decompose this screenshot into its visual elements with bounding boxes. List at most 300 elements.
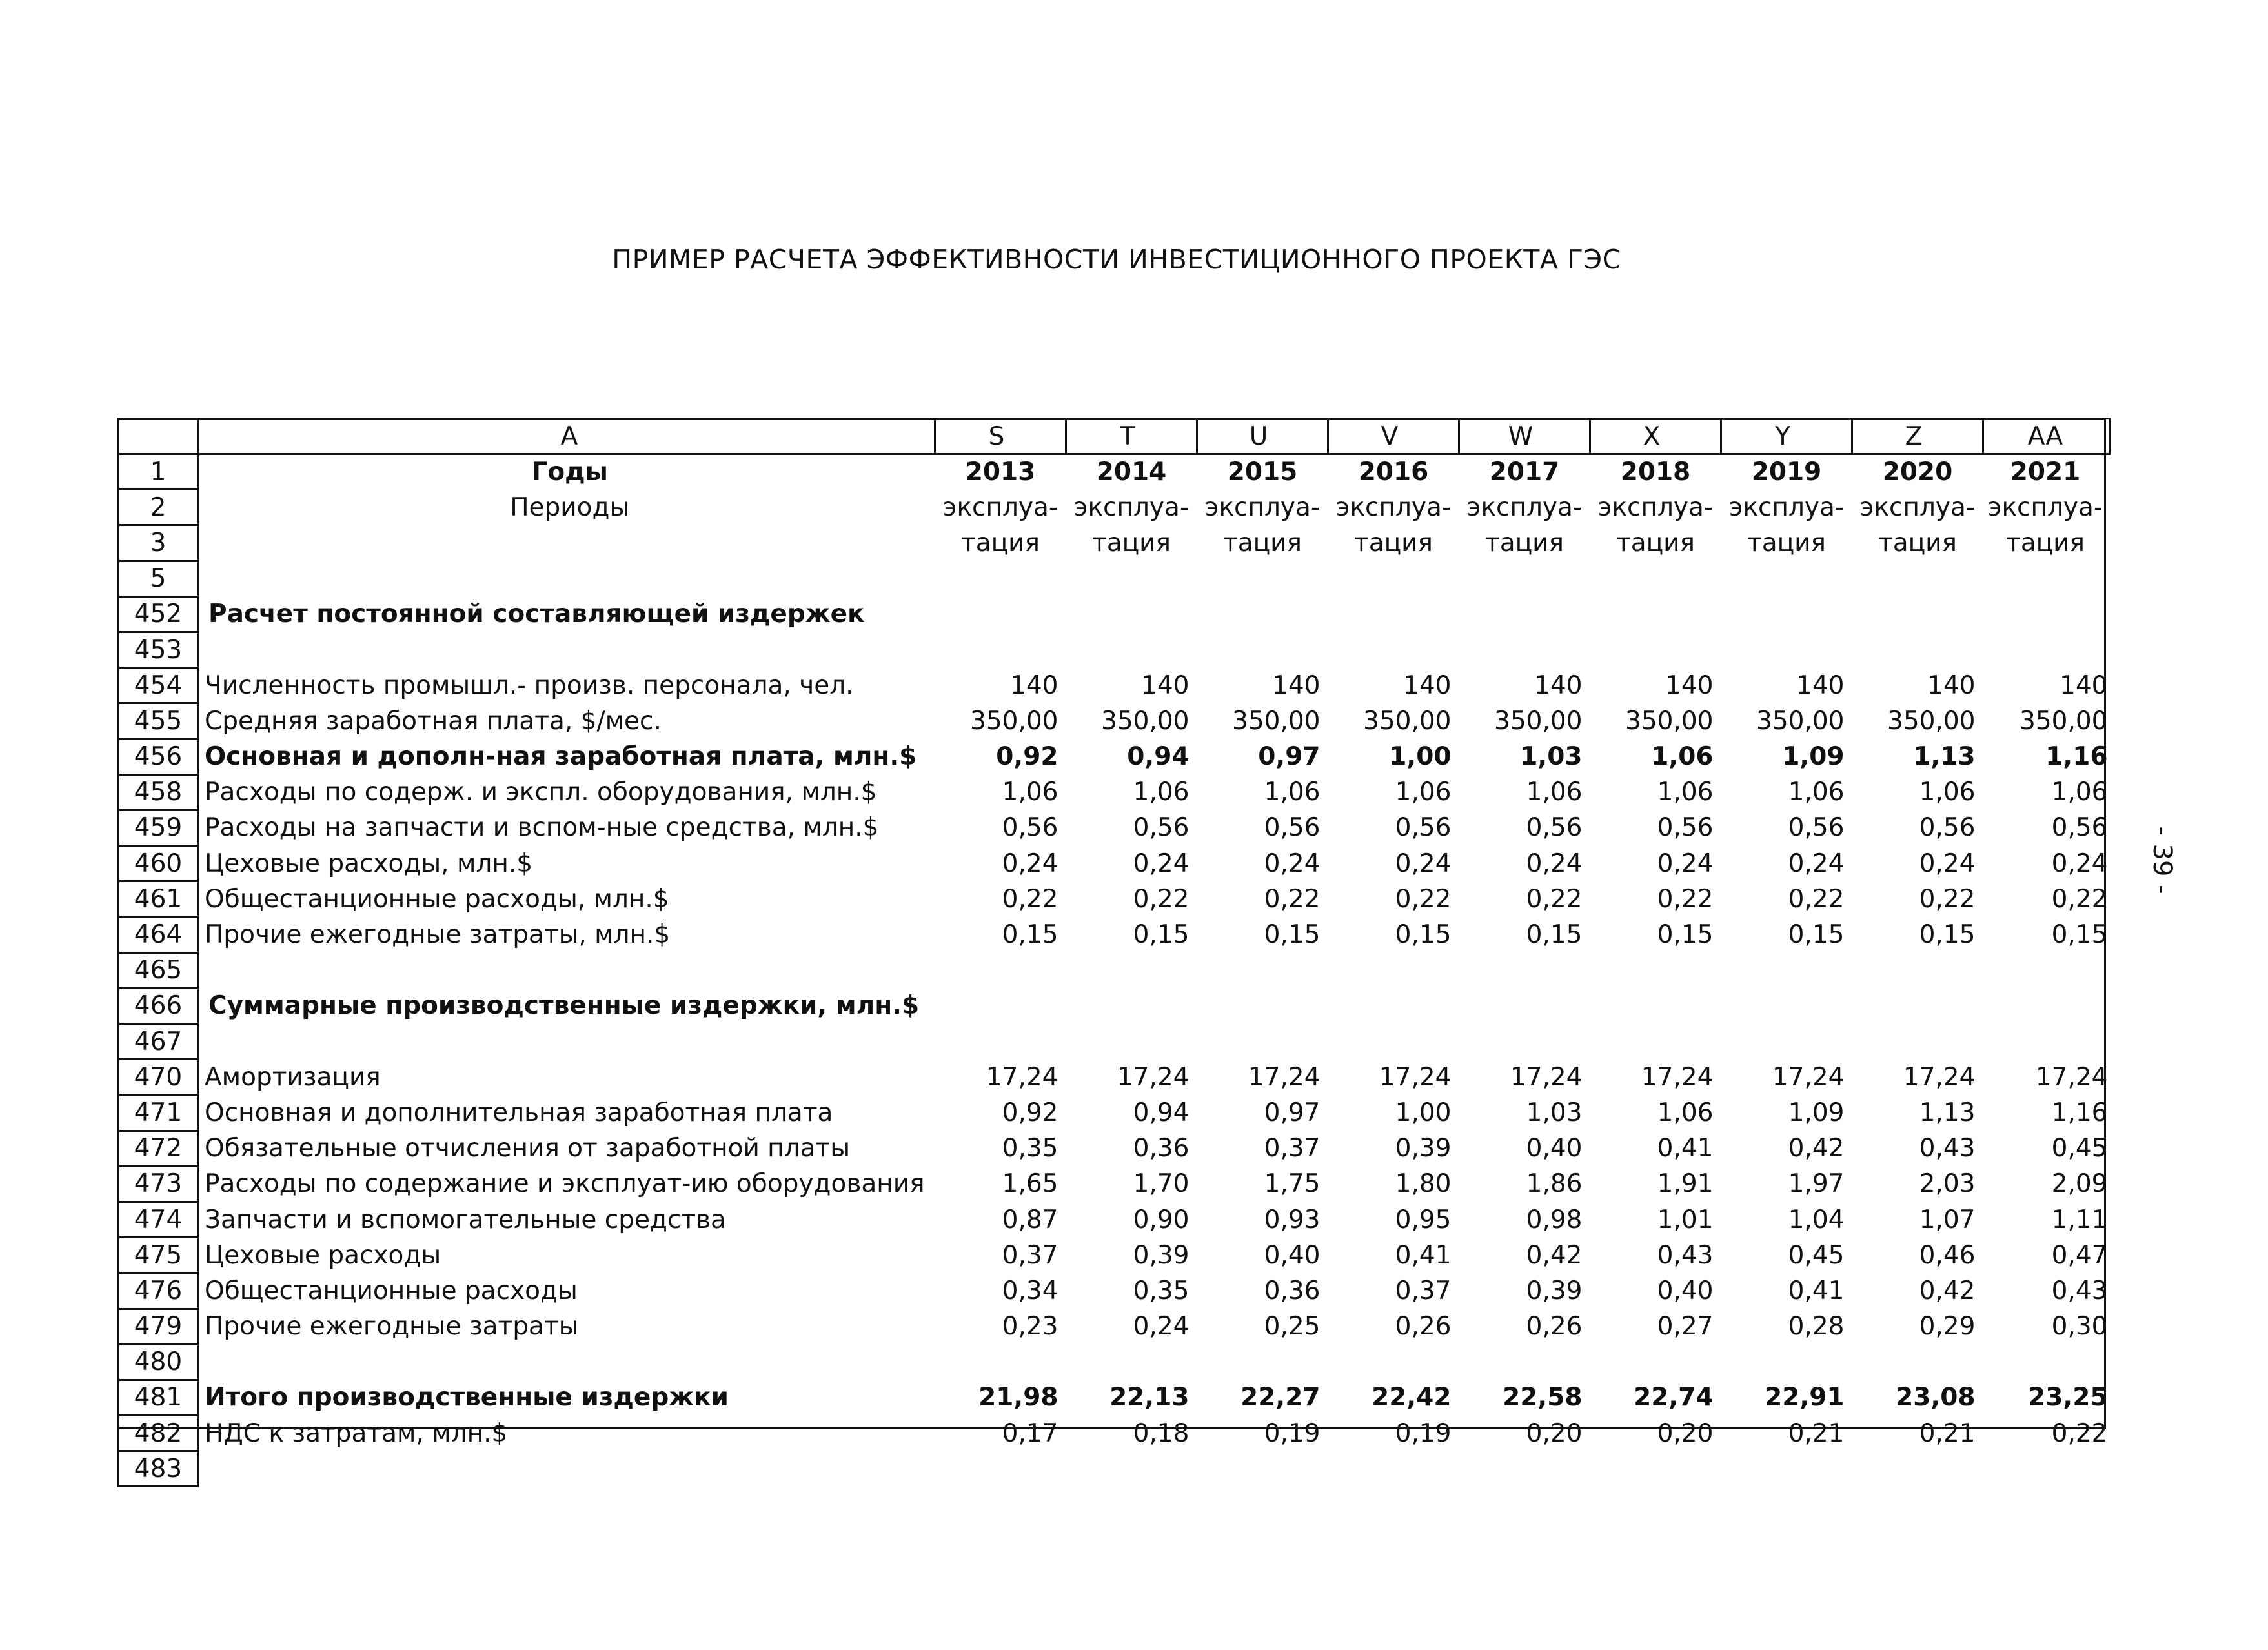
value-cell[interactable] bbox=[1721, 952, 1852, 988]
value-cell[interactable]: 0,22 bbox=[2051, 884, 2108, 914]
value-cell[interactable]: 0,22 bbox=[1002, 884, 1058, 914]
value-cell[interactable]: 0,56 bbox=[1657, 813, 1714, 843]
value-cell[interactable] bbox=[1197, 988, 1328, 1023]
value-cell[interactable]: 350,00 bbox=[1625, 706, 1714, 736]
value-cell[interactable]: тация bbox=[1223, 528, 1302, 558]
value-cell[interactable]: 0,19 bbox=[1395, 1418, 1452, 1448]
value-cell[interactable]: 140 bbox=[1927, 670, 1976, 700]
value-cell[interactable]: 23,25 bbox=[2028, 1383, 2108, 1413]
value-cell[interactable]: 350,00 bbox=[2020, 706, 2108, 736]
value-cell[interactable]: 0,15 bbox=[1526, 920, 1583, 950]
value-cell[interactable]: 0,34 bbox=[1002, 1276, 1058, 1305]
value-cell[interactable]: 1,06 bbox=[1788, 778, 1845, 807]
column-header-U[interactable]: U bbox=[1197, 419, 1328, 454]
value-cell[interactable]: 1,13 bbox=[1919, 1098, 1976, 1127]
value-cell[interactable]: 2,03 bbox=[1919, 1169, 1976, 1199]
value-cell[interactable]: 350,00 bbox=[1887, 706, 1976, 736]
value-cell[interactable] bbox=[1066, 1024, 1197, 1060]
value-cell[interactable]: 2019 bbox=[1751, 458, 1822, 487]
row-number[interactable]: 2 bbox=[118, 490, 199, 525]
value-cell[interactable] bbox=[1590, 1344, 1721, 1380]
value-cell[interactable] bbox=[1328, 596, 1459, 632]
value-cell[interactable]: 2013 bbox=[965, 458, 1036, 487]
row-label[interactable]: НДС к затратам, млн.$ bbox=[199, 1416, 935, 1451]
value-cell[interactable]: 0,22 bbox=[2051, 1418, 2108, 1448]
row-label[interactable]: Численность промышл.- произв. персонала, чел. bbox=[199, 668, 935, 703]
value-cell[interactable] bbox=[1852, 596, 1983, 632]
row-number[interactable]: 3 bbox=[118, 525, 199, 561]
value-cell[interactable] bbox=[1983, 632, 2110, 667]
value-cell[interactable]: 1,09 bbox=[1788, 1098, 1845, 1127]
value-cell[interactable]: 0,17 bbox=[1002, 1418, 1058, 1448]
column-header-AA[interactable]: AA bbox=[1983, 419, 2110, 454]
value-cell[interactable]: 0,15 bbox=[1788, 920, 1845, 950]
value-cell[interactable] bbox=[935, 1024, 1066, 1060]
value-cell[interactable] bbox=[1590, 988, 1721, 1023]
value-cell[interactable]: 1,06 bbox=[1264, 778, 1321, 807]
value-cell[interactable]: 0,27 bbox=[1657, 1312, 1714, 1342]
value-cell[interactable]: 2015 bbox=[1227, 458, 1298, 487]
value-cell[interactable]: эксплуа- bbox=[1988, 492, 2103, 522]
value-cell[interactable]: 0,24 bbox=[1919, 849, 1976, 878]
value-cell[interactable]: тация bbox=[1485, 528, 1564, 558]
row-number[interactable]: 474 bbox=[118, 1202, 199, 1237]
column-header-V[interactable]: V bbox=[1328, 419, 1459, 454]
value-cell[interactable]: 0,35 bbox=[1133, 1276, 1190, 1305]
value-cell[interactable] bbox=[1328, 1024, 1459, 1060]
value-cell[interactable]: 0,41 bbox=[1657, 1134, 1714, 1163]
value-cell[interactable]: 17,24 bbox=[1772, 1062, 1845, 1092]
row-number[interactable]: 459 bbox=[118, 810, 199, 845]
value-cell[interactable] bbox=[1459, 988, 1590, 1023]
value-cell[interactable] bbox=[935, 952, 1066, 988]
value-cell[interactable]: эксплуа- bbox=[943, 492, 1058, 522]
value-cell[interactable]: 22,42 bbox=[1372, 1383, 1452, 1413]
column-header-A[interactable]: A bbox=[199, 419, 935, 454]
value-cell[interactable]: 1,03 bbox=[1526, 1098, 1583, 1127]
column-header-Y[interactable]: Y bbox=[1721, 419, 1852, 454]
value-cell[interactable]: 0,40 bbox=[1264, 1240, 1321, 1270]
value-cell[interactable]: 140 bbox=[1272, 670, 1321, 700]
value-cell[interactable]: 0,42 bbox=[1526, 1240, 1583, 1270]
value-cell[interactable]: 0,15 bbox=[2051, 920, 2108, 950]
row-label[interactable]: Расходы по содержание и эксплуат-ию оборудования bbox=[199, 1166, 935, 1202]
value-cell[interactable]: 140 bbox=[2060, 670, 2108, 700]
value-cell[interactable]: 350,00 bbox=[1494, 706, 1583, 736]
column-header-T[interactable]: T bbox=[1066, 419, 1197, 454]
value-cell[interactable]: 1,86 bbox=[1526, 1169, 1583, 1199]
value-cell[interactable]: 0,56 bbox=[1395, 813, 1452, 843]
value-cell[interactable]: 0,15 bbox=[1002, 920, 1058, 950]
value-cell[interactable] bbox=[1066, 1451, 1197, 1487]
value-cell[interactable]: 0,15 bbox=[1919, 920, 1976, 950]
value-cell[interactable] bbox=[1459, 1451, 1590, 1487]
row-label[interactable]: Итого производственные издержки bbox=[199, 1380, 935, 1415]
value-cell[interactable]: 2,09 bbox=[2051, 1169, 2108, 1199]
value-cell[interactable]: 0,26 bbox=[1395, 1312, 1452, 1342]
value-cell[interactable]: 1,16 bbox=[2045, 742, 2108, 772]
value-cell[interactable]: 0,36 bbox=[1264, 1276, 1321, 1305]
row-number[interactable]: 476 bbox=[118, 1273, 199, 1309]
value-cell[interactable] bbox=[1983, 1451, 2110, 1487]
column-header-X[interactable]: X bbox=[1590, 419, 1721, 454]
value-cell[interactable]: 0,25 bbox=[1264, 1312, 1321, 1342]
value-cell[interactable]: 0,26 bbox=[1526, 1312, 1583, 1342]
value-cell[interactable]: 0,39 bbox=[1395, 1134, 1452, 1163]
value-cell[interactable]: 0,15 bbox=[1395, 920, 1452, 950]
row-label[interactable] bbox=[199, 1344, 935, 1380]
value-cell[interactable]: 0,24 bbox=[1788, 849, 1845, 878]
row-label[interactable]: Общестанционные расходы, млн.$ bbox=[199, 881, 935, 917]
row-label[interactable]: Расчет постоянной составляющей издержек bbox=[199, 596, 935, 632]
column-header-S[interactable]: S bbox=[935, 419, 1066, 454]
value-cell[interactable] bbox=[1197, 1024, 1328, 1060]
value-cell[interactable]: 0,56 bbox=[1526, 813, 1583, 843]
value-cell[interactable]: 140 bbox=[1534, 670, 1583, 700]
value-cell[interactable]: 0,42 bbox=[1788, 1134, 1845, 1163]
value-cell[interactable] bbox=[1852, 1024, 1983, 1060]
row-label[interactable]: Основная и дополнительная заработная плата bbox=[199, 1095, 935, 1131]
value-cell[interactable]: 1,06 bbox=[2051, 778, 2108, 807]
value-cell[interactable]: 1,06 bbox=[1526, 778, 1583, 807]
value-cell[interactable]: 2021 bbox=[2010, 458, 2081, 487]
row-number[interactable]: 471 bbox=[118, 1095, 199, 1131]
value-cell[interactable]: 1,06 bbox=[1919, 778, 1976, 807]
value-cell[interactable] bbox=[1721, 1024, 1852, 1060]
value-cell[interactable]: 1,09 bbox=[1782, 742, 1845, 772]
value-cell[interactable] bbox=[1459, 1344, 1590, 1380]
value-cell[interactable] bbox=[1852, 561, 1983, 596]
value-cell[interactable]: 0,22 bbox=[1788, 884, 1845, 914]
row-label[interactable]: Прочие ежегодные затраты bbox=[199, 1309, 935, 1344]
value-cell[interactable]: тация bbox=[1747, 528, 1826, 558]
value-cell[interactable]: 17,24 bbox=[1117, 1062, 1190, 1092]
row-number[interactable]: 453 bbox=[118, 632, 199, 667]
value-cell[interactable] bbox=[1459, 952, 1590, 988]
row-label[interactable] bbox=[199, 1451, 935, 1487]
value-cell[interactable]: 0,97 bbox=[1264, 1098, 1321, 1127]
value-cell[interactable]: 0,18 bbox=[1133, 1418, 1190, 1448]
value-cell[interactable]: 0,30 bbox=[2051, 1312, 2108, 1342]
row-number[interactable]: 470 bbox=[118, 1060, 199, 1095]
value-cell[interactable]: 2020 bbox=[1882, 458, 1953, 487]
value-cell[interactable]: 0,56 bbox=[1002, 813, 1058, 843]
value-cell[interactable]: 0,41 bbox=[1395, 1240, 1452, 1270]
row-number[interactable]: 5 bbox=[118, 561, 199, 596]
value-cell[interactable]: 22,58 bbox=[1503, 1383, 1583, 1413]
value-cell[interactable] bbox=[1721, 988, 1852, 1023]
value-cell[interactable]: 1,97 bbox=[1788, 1169, 1845, 1199]
value-cell[interactable] bbox=[1066, 561, 1197, 596]
value-cell[interactable]: 0,95 bbox=[1395, 1205, 1452, 1234]
value-cell[interactable]: 350,00 bbox=[970, 706, 1058, 736]
row-number[interactable]: 464 bbox=[118, 917, 199, 952]
value-cell[interactable]: 0,39 bbox=[1526, 1276, 1583, 1305]
value-cell[interactable] bbox=[1590, 632, 1721, 667]
row-number[interactable]: 456 bbox=[118, 739, 199, 774]
value-cell[interactable]: эксплуа- bbox=[1074, 492, 1189, 522]
row-number[interactable]: 483 bbox=[118, 1451, 199, 1487]
row-label[interactable] bbox=[199, 632, 935, 667]
value-cell[interactable]: 1,06 bbox=[1395, 778, 1452, 807]
value-cell[interactable]: 17,24 bbox=[1903, 1062, 1976, 1092]
value-cell[interactable]: эксплуа- bbox=[1205, 492, 1320, 522]
value-cell[interactable]: 0,22 bbox=[1657, 884, 1714, 914]
value-cell[interactable]: 1,91 bbox=[1657, 1169, 1714, 1199]
value-cell[interactable]: 1,80 bbox=[1395, 1169, 1452, 1199]
value-cell[interactable] bbox=[1983, 1344, 2110, 1380]
value-cell[interactable]: 0,56 bbox=[1788, 813, 1845, 843]
row-label[interactable]: Амортизация bbox=[199, 1060, 935, 1095]
value-cell[interactable] bbox=[1459, 596, 1590, 632]
value-cell[interactable]: 0,35 bbox=[1002, 1134, 1058, 1163]
value-cell[interactable]: эксплуа- bbox=[1467, 492, 1582, 522]
row-label[interactable]: Общестанционные расходы bbox=[199, 1273, 935, 1309]
value-cell[interactable] bbox=[1590, 1451, 1721, 1487]
value-cell[interactable]: 0,56 bbox=[2051, 813, 2108, 843]
value-cell[interactable] bbox=[1066, 632, 1197, 667]
value-cell[interactable] bbox=[1066, 596, 1197, 632]
value-cell[interactable] bbox=[1983, 596, 2110, 632]
value-cell[interactable]: 0,93 bbox=[1264, 1205, 1321, 1234]
value-cell[interactable] bbox=[1852, 632, 1983, 667]
value-cell[interactable]: 0,43 bbox=[1657, 1240, 1714, 1270]
value-cell[interactable] bbox=[1066, 1344, 1197, 1380]
value-cell[interactable] bbox=[935, 632, 1066, 667]
value-cell[interactable] bbox=[935, 988, 1066, 1023]
value-cell[interactable]: 1,04 bbox=[1788, 1205, 1845, 1234]
value-cell[interactable]: 0,24 bbox=[1133, 1312, 1190, 1342]
value-cell[interactable]: 1,00 bbox=[1395, 1098, 1452, 1127]
value-cell[interactable] bbox=[935, 1451, 1066, 1487]
value-cell[interactable]: 0,41 bbox=[1788, 1276, 1845, 1305]
value-cell[interactable]: 1,06 bbox=[1657, 778, 1714, 807]
value-cell[interactable]: 0,56 bbox=[1264, 813, 1321, 843]
value-cell[interactable] bbox=[1459, 632, 1590, 667]
value-cell[interactable]: эксплуа- bbox=[1336, 492, 1451, 522]
value-cell[interactable]: 0,24 bbox=[1657, 849, 1714, 878]
value-cell[interactable]: 1,16 bbox=[2051, 1098, 2108, 1127]
value-cell[interactable] bbox=[1197, 1451, 1328, 1487]
value-cell[interactable]: тация bbox=[1354, 528, 1433, 558]
value-cell[interactable]: 0,37 bbox=[1395, 1276, 1452, 1305]
value-cell[interactable]: 0,24 bbox=[1002, 849, 1058, 878]
value-cell[interactable]: 0,24 bbox=[1395, 849, 1452, 878]
value-cell[interactable] bbox=[1852, 1344, 1983, 1380]
value-cell[interactable]: 2018 bbox=[1620, 458, 1691, 487]
value-cell[interactable]: 1,06 bbox=[1002, 778, 1058, 807]
row-label[interactable]: Суммарные производственные издержки, млн.$ bbox=[199, 988, 935, 1023]
value-cell[interactable]: 17,24 bbox=[986, 1062, 1058, 1092]
value-cell[interactable]: эксплуа- bbox=[1598, 492, 1713, 522]
value-cell[interactable]: 0,45 bbox=[1788, 1240, 1845, 1270]
value-cell[interactable]: 0,22 bbox=[1264, 884, 1321, 914]
value-cell[interactable]: 0,39 bbox=[1133, 1240, 1190, 1270]
value-cell[interactable] bbox=[1459, 561, 1590, 596]
value-cell[interactable]: 140 bbox=[1796, 670, 1845, 700]
row-label[interactable]: Основная и дополн-ная заработная плата, млн.$ bbox=[199, 739, 935, 774]
value-cell[interactable]: 0,22 bbox=[1395, 884, 1452, 914]
row-number[interactable]: 473 bbox=[118, 1166, 199, 1202]
row-number[interactable]: 475 bbox=[118, 1238, 199, 1273]
value-cell[interactable] bbox=[1066, 952, 1197, 988]
value-cell[interactable]: 140 bbox=[1010, 670, 1058, 700]
value-cell[interactable]: 0,43 bbox=[2051, 1276, 2108, 1305]
value-cell[interactable] bbox=[1983, 561, 2110, 596]
value-cell[interactable]: эксплуа- bbox=[1729, 492, 1844, 522]
value-cell[interactable]: 0,20 bbox=[1526, 1418, 1583, 1448]
row-number[interactable]: 455 bbox=[118, 703, 199, 739]
value-cell[interactable]: 0,15 bbox=[1264, 920, 1321, 950]
row-label[interactable]: Цеховые расходы bbox=[199, 1238, 935, 1273]
value-cell[interactable]: 0,87 bbox=[1002, 1205, 1058, 1234]
value-cell[interactable] bbox=[1590, 1024, 1721, 1060]
value-cell[interactable] bbox=[935, 596, 1066, 632]
value-cell[interactable] bbox=[1328, 632, 1459, 667]
value-cell[interactable]: 350,00 bbox=[1101, 706, 1190, 736]
value-cell[interactable]: 1,03 bbox=[1520, 742, 1583, 772]
row-label[interactable]: Запчасти и вспомогательные средства bbox=[199, 1202, 935, 1237]
value-cell[interactable]: 17,24 bbox=[1510, 1062, 1583, 1092]
value-cell[interactable]: 0,56 bbox=[1919, 813, 1976, 843]
row-number[interactable]: 452 bbox=[118, 596, 199, 632]
value-cell[interactable]: 0,90 bbox=[1133, 1205, 1190, 1234]
value-cell[interactable]: 0,92 bbox=[1002, 1098, 1058, 1127]
row-label[interactable]: Расходы на запчасти и вспом-ные средства, млн.$ bbox=[199, 810, 935, 845]
row-number[interactable]: 480 bbox=[118, 1344, 199, 1380]
value-cell[interactable] bbox=[1852, 988, 1983, 1023]
value-cell[interactable] bbox=[935, 561, 1066, 596]
value-cell[interactable]: 0,24 bbox=[2051, 849, 2108, 878]
value-cell[interactable]: 0,20 bbox=[1657, 1418, 1714, 1448]
value-cell[interactable]: 1,01 bbox=[1657, 1205, 1714, 1234]
value-cell[interactable] bbox=[1197, 952, 1328, 988]
value-cell[interactable] bbox=[1590, 561, 1721, 596]
value-cell[interactable]: тация bbox=[1616, 528, 1695, 558]
value-cell[interactable]: 0,24 bbox=[1133, 849, 1190, 878]
value-cell[interactable] bbox=[1983, 952, 2110, 988]
value-cell[interactable]: 17,24 bbox=[1248, 1062, 1321, 1092]
row-label[interactable] bbox=[199, 525, 935, 561]
row-number[interactable]: 482 bbox=[118, 1416, 199, 1451]
row-label[interactable] bbox=[199, 561, 935, 596]
value-cell[interactable] bbox=[935, 1344, 1066, 1380]
value-cell[interactable] bbox=[1328, 988, 1459, 1023]
value-cell[interactable]: 0,42 bbox=[1919, 1276, 1976, 1305]
value-cell[interactable] bbox=[1721, 1451, 1852, 1487]
value-cell[interactable] bbox=[1852, 952, 1983, 988]
value-cell[interactable] bbox=[1721, 561, 1852, 596]
value-cell[interactable]: 17,24 bbox=[2035, 1062, 2108, 1092]
value-cell[interactable]: 2016 bbox=[1358, 458, 1429, 487]
value-cell[interactable]: 0,24 bbox=[1526, 849, 1583, 878]
value-cell[interactable] bbox=[1590, 952, 1721, 988]
value-cell[interactable]: 22,91 bbox=[1765, 1383, 1845, 1413]
value-cell[interactable]: 0,43 bbox=[1919, 1134, 1976, 1163]
row-label[interactable]: Цеховые расходы, млн.$ bbox=[199, 846, 935, 881]
value-cell[interactable]: 2014 bbox=[1096, 458, 1167, 487]
value-cell[interactable] bbox=[1983, 1024, 2110, 1060]
value-cell[interactable]: тация bbox=[1092, 528, 1171, 558]
row-label[interactable] bbox=[199, 952, 935, 988]
value-cell[interactable]: тация bbox=[2006, 528, 2085, 558]
value-cell[interactable]: 1,13 bbox=[1913, 742, 1976, 772]
value-cell[interactable]: 17,24 bbox=[1641, 1062, 1714, 1092]
value-cell[interactable]: 22,27 bbox=[1240, 1383, 1321, 1413]
value-cell[interactable]: 21,98 bbox=[978, 1383, 1058, 1413]
value-cell[interactable]: 0,22 bbox=[1133, 884, 1190, 914]
row-label[interactable]: Расходы по содерж. и экспл. оборудования, млн.$ bbox=[199, 774, 935, 810]
value-cell[interactable]: 23,08 bbox=[1896, 1383, 1976, 1413]
value-cell[interactable] bbox=[1590, 596, 1721, 632]
row-number[interactable]: 467 bbox=[118, 1024, 199, 1060]
value-cell[interactable]: 140 bbox=[1403, 670, 1452, 700]
value-cell[interactable] bbox=[1328, 952, 1459, 988]
value-cell[interactable]: 140 bbox=[1141, 670, 1190, 700]
value-cell[interactable]: 1,70 bbox=[1133, 1169, 1190, 1199]
row-number[interactable]: 461 bbox=[118, 881, 199, 917]
row-number[interactable]: 1 bbox=[118, 454, 199, 490]
value-cell[interactable] bbox=[1721, 596, 1852, 632]
value-cell[interactable]: 0,40 bbox=[1526, 1134, 1583, 1163]
value-cell[interactable]: 1,06 bbox=[1133, 778, 1190, 807]
row-number[interactable]: 454 bbox=[118, 668, 199, 703]
value-cell[interactable]: 0,56 bbox=[1133, 813, 1190, 843]
column-header-Z[interactable]: Z bbox=[1852, 419, 1983, 454]
value-cell[interactable] bbox=[1328, 561, 1459, 596]
value-cell[interactable]: 0,98 bbox=[1526, 1205, 1583, 1234]
value-cell[interactable]: 2017 bbox=[1489, 458, 1560, 487]
value-cell[interactable]: эксплуа- bbox=[1860, 492, 1975, 522]
value-cell[interactable]: 0,15 bbox=[1657, 920, 1714, 950]
value-cell[interactable]: 1,07 bbox=[1919, 1205, 1976, 1234]
value-cell[interactable]: 0,29 bbox=[1919, 1312, 1976, 1342]
value-cell[interactable] bbox=[1721, 632, 1852, 667]
value-cell[interactable]: 0,23 bbox=[1002, 1312, 1058, 1342]
value-cell[interactable] bbox=[1459, 1024, 1590, 1060]
row-number[interactable]: 479 bbox=[118, 1309, 199, 1344]
value-cell[interactable] bbox=[1328, 1451, 1459, 1487]
value-cell[interactable] bbox=[1197, 1344, 1328, 1380]
row-label[interactable]: Периоды bbox=[199, 490, 935, 525]
value-cell[interactable] bbox=[1197, 561, 1328, 596]
value-cell[interactable]: 0,92 bbox=[996, 742, 1058, 772]
row-number[interactable]: 460 bbox=[118, 846, 199, 881]
value-cell[interactable]: 0,47 bbox=[2051, 1240, 2108, 1270]
value-cell[interactable] bbox=[1983, 988, 2110, 1023]
value-cell[interactable]: 17,24 bbox=[1379, 1062, 1452, 1092]
value-cell[interactable] bbox=[1328, 1344, 1459, 1380]
value-cell[interactable]: 0,19 bbox=[1264, 1418, 1321, 1448]
value-cell[interactable]: 0,94 bbox=[1133, 1098, 1190, 1127]
value-cell[interactable]: 0,28 bbox=[1788, 1312, 1845, 1342]
value-cell[interactable] bbox=[1721, 1344, 1852, 1380]
value-cell[interactable]: 1,00 bbox=[1389, 742, 1452, 772]
value-cell[interactable]: 140 bbox=[1665, 670, 1714, 700]
value-cell[interactable] bbox=[1197, 596, 1328, 632]
row-label[interactable]: Обязательные отчисления от заработной платы bbox=[199, 1131, 935, 1166]
column-header-W[interactable]: W bbox=[1459, 419, 1590, 454]
value-cell[interactable]: 22,74 bbox=[1634, 1383, 1714, 1413]
value-cell[interactable] bbox=[1066, 988, 1197, 1023]
row-label[interactable]: Годы bbox=[199, 454, 935, 490]
value-cell[interactable]: 0,21 bbox=[1788, 1418, 1845, 1448]
value-cell[interactable]: 0,37 bbox=[1002, 1240, 1058, 1270]
row-number[interactable]: 458 bbox=[118, 774, 199, 810]
value-cell[interactable]: 1,06 bbox=[1651, 742, 1714, 772]
value-cell[interactable] bbox=[1852, 1451, 1983, 1487]
value-cell[interactable]: тация bbox=[961, 528, 1040, 558]
